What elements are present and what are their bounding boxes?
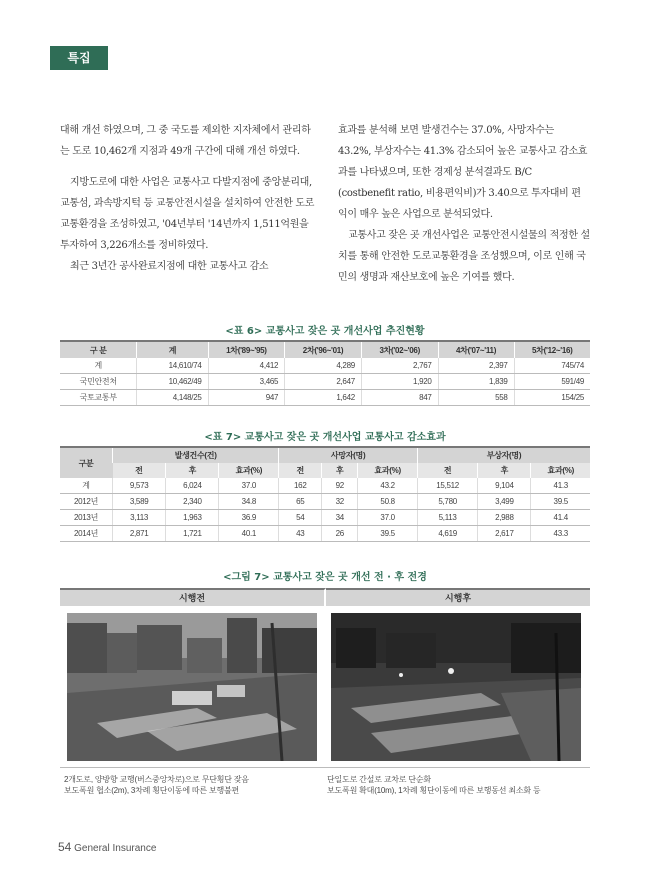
paragraph: 효과를 분석해 보면 발생건수는 37.0%, 사망자수는 43.2%, 부상자수는 41.3% 감소되어 높은 교통사고 감소효과를 나타냈으며, 또한 경제성 분석결과도 B/C (costbenefit ratio, 비용편익비)가 3.40으로 투자대비 편익이 매우 높은 사업으로 분석되었다. xyxy=(338,125,588,220)
table-cell: 26 xyxy=(322,526,358,542)
body-column-left xyxy=(60,120,315,277)
table-cell: 40.1 xyxy=(219,526,279,542)
table-cell: 65 xyxy=(279,494,322,510)
table6-caption: <표 6> 교통사고 잦은 곳 개선사업 추진현황 xyxy=(225,326,425,337)
table-row xyxy=(60,374,590,390)
table-header: 구 분 xyxy=(60,341,137,358)
table-row xyxy=(60,510,590,526)
table-cell: 2,617 xyxy=(478,526,531,542)
table-cell: 9,573 xyxy=(113,478,166,494)
table-header: 2차('96~'01) xyxy=(285,341,362,358)
table-cell: 국민안전처 xyxy=(60,374,137,390)
table-cell: 계 xyxy=(60,358,137,374)
table-cell: 14,610/74 xyxy=(137,358,208,374)
table-group-header: 발생건수(건) xyxy=(113,447,279,463)
table-cell: 4,289 xyxy=(285,358,362,374)
table-cell: 92 xyxy=(322,478,358,494)
table-cell: 34 xyxy=(322,510,358,526)
table-cell: 5,780 xyxy=(418,494,478,510)
table-cell: 4,619 xyxy=(418,526,478,542)
after-photo xyxy=(331,613,581,761)
table-cell: 745/74 xyxy=(514,358,590,374)
table-cell: 43.3 xyxy=(531,526,590,542)
table-cell: 1,839 xyxy=(438,374,514,390)
table-cell: 3,113 xyxy=(113,510,166,526)
paragraph: 최근 3년간 공사완료지점에 대한 교통사고 감소 xyxy=(70,261,269,272)
paragraph: 지방도로에 대한 사업은 교통사고 다발지점에 중앙분리대, 교통섬, 과속방지턱 등 교통안전시설을 설치하여 안전한 도로교통환경을 조성하였고, '04년부터 '14년까지 1,511억원을 투자하여 3,226개소를 정비하였다. xyxy=(60,177,315,251)
table-cell: 4,412 xyxy=(208,358,285,374)
table-header: 구분 xyxy=(60,447,113,478)
table-cell: 36.9 xyxy=(219,510,279,526)
table-cell: 34.8 xyxy=(219,494,279,510)
table-cell: 1,721 xyxy=(166,526,219,542)
table-subheader: 후 xyxy=(478,463,531,478)
table-cell: 2,767 xyxy=(361,358,438,374)
table-cell: 32 xyxy=(322,494,358,510)
table-subheader: 효과(%) xyxy=(531,463,590,478)
table-row xyxy=(60,478,590,494)
table-row xyxy=(60,526,590,542)
table-cell: 10,462/49 xyxy=(137,374,208,390)
table-cell: 2,397 xyxy=(438,358,514,374)
table-subheader: 전 xyxy=(113,463,166,478)
table-cell: 1,920 xyxy=(361,374,438,390)
table-cell: 2014년 xyxy=(60,526,113,542)
table-cell: 2,340 xyxy=(166,494,219,510)
table-cell: 154/25 xyxy=(514,390,590,406)
table-cell: 947 xyxy=(208,390,285,406)
paragraph: 교통사고 잦은 곳 개선사업은 교통안전시설물의 적정한 설치를 통해 안전한 도로교통환경을 조성했으며, 이로 인해 국민의 생명과 재산보호에 높은 기여를 했다. xyxy=(338,230,590,283)
figure7 xyxy=(60,588,590,796)
table-cell: 41.4 xyxy=(531,510,590,526)
figure7-caption: <그림 7> 교통사고 잦은 곳 개선 전 · 후 전경 xyxy=(223,572,427,583)
table-header: 3차('02~'06) xyxy=(361,341,438,358)
page-number: 54 xyxy=(58,840,72,854)
table-cell: 3,465 xyxy=(208,374,285,390)
table-cell: 50.8 xyxy=(358,494,418,510)
before-note-line: 2개도로, 양방향 교행(버스중앙차로)으로 무단횡단 잦음 xyxy=(64,775,249,784)
after-label: 시행후 xyxy=(326,588,590,606)
table-header: 1차('89~'95) xyxy=(208,341,285,358)
table-group-header: 부상자(명) xyxy=(418,447,591,463)
table-row xyxy=(60,494,590,510)
body-column-right xyxy=(338,120,590,298)
table-cell: 3,499 xyxy=(478,494,531,510)
table6 xyxy=(60,340,590,406)
table-subheader: 전 xyxy=(418,463,478,478)
table-cell: 1,642 xyxy=(285,390,362,406)
table-row xyxy=(60,390,590,406)
table-cell: 15,512 xyxy=(418,478,478,494)
table-cell: 4,148/25 xyxy=(137,390,208,406)
before-label: 시행전 xyxy=(60,588,326,606)
publication-name: General Insurance xyxy=(74,843,157,854)
table-cell: 37.0 xyxy=(219,478,279,494)
table-cell: 847 xyxy=(361,390,438,406)
table-cell: 41.3 xyxy=(531,478,590,494)
table-cell: 2,988 xyxy=(478,510,531,526)
table-header: 계 xyxy=(137,341,208,358)
after-note-line: 보도폭원 확대(10m), 1차례 횡단이동에 따른 보행동선 최소화 등 xyxy=(327,786,541,795)
before-notes xyxy=(64,772,327,796)
table-row xyxy=(60,358,590,374)
table-cell: 2012년 xyxy=(60,494,113,510)
table-header: 4차('07~'11) xyxy=(438,341,514,358)
table-group-header: 사망자(명) xyxy=(279,447,418,463)
table-cell: 계 xyxy=(60,478,113,494)
table-cell: 558 xyxy=(438,390,514,406)
table-subheader: 효과(%) xyxy=(219,463,279,478)
table-cell: 591/49 xyxy=(514,374,590,390)
section-tag: 특집 xyxy=(50,46,108,70)
table-cell: 2013년 xyxy=(60,510,113,526)
table-subheader: 후 xyxy=(322,463,358,478)
table-cell: 37.0 xyxy=(358,510,418,526)
table-cell: 1,963 xyxy=(166,510,219,526)
table-cell: 43 xyxy=(279,526,322,542)
table-subheader: 전 xyxy=(279,463,322,478)
table-cell: 6,024 xyxy=(166,478,219,494)
table-cell: 39.5 xyxy=(358,526,418,542)
paragraph: 대해 개선 하였으며, 그 중 국도를 제외한 지자체에서 관리하는 도로 10,462개 지점과 49개 구간에 대해 개선 하였다. xyxy=(60,125,311,157)
table-cell: 3,589 xyxy=(113,494,166,510)
before-photo xyxy=(67,613,317,761)
table-cell: 2,871 xyxy=(113,526,166,542)
table-cell: 43.2 xyxy=(358,478,418,494)
table-cell: 9,104 xyxy=(478,478,531,494)
table-cell: 54 xyxy=(279,510,322,526)
table-cell: 39.5 xyxy=(531,494,590,510)
before-note-line: 보도폭원 협소(2m), 3차례 횡단이동에 따른 보행불편 xyxy=(64,786,240,795)
table-subheader: 후 xyxy=(166,463,219,478)
after-note-line: 단일도로 간설로 교차로 단순화 xyxy=(327,775,431,784)
table-subheader: 효과(%) xyxy=(358,463,418,478)
table-cell: 5,113 xyxy=(418,510,478,526)
page-footer xyxy=(58,840,156,854)
table-cell: 162 xyxy=(279,478,322,494)
table-header: 5차('12~'16) xyxy=(514,341,590,358)
table7-caption: <표 7> 교통사고 잦은 곳 개선사업 교통사고 감소효과 xyxy=(204,432,446,443)
table7 xyxy=(60,446,590,542)
table-cell: 국토교통부 xyxy=(60,390,137,406)
table-cell: 2,647 xyxy=(285,374,362,390)
after-notes xyxy=(327,772,590,796)
